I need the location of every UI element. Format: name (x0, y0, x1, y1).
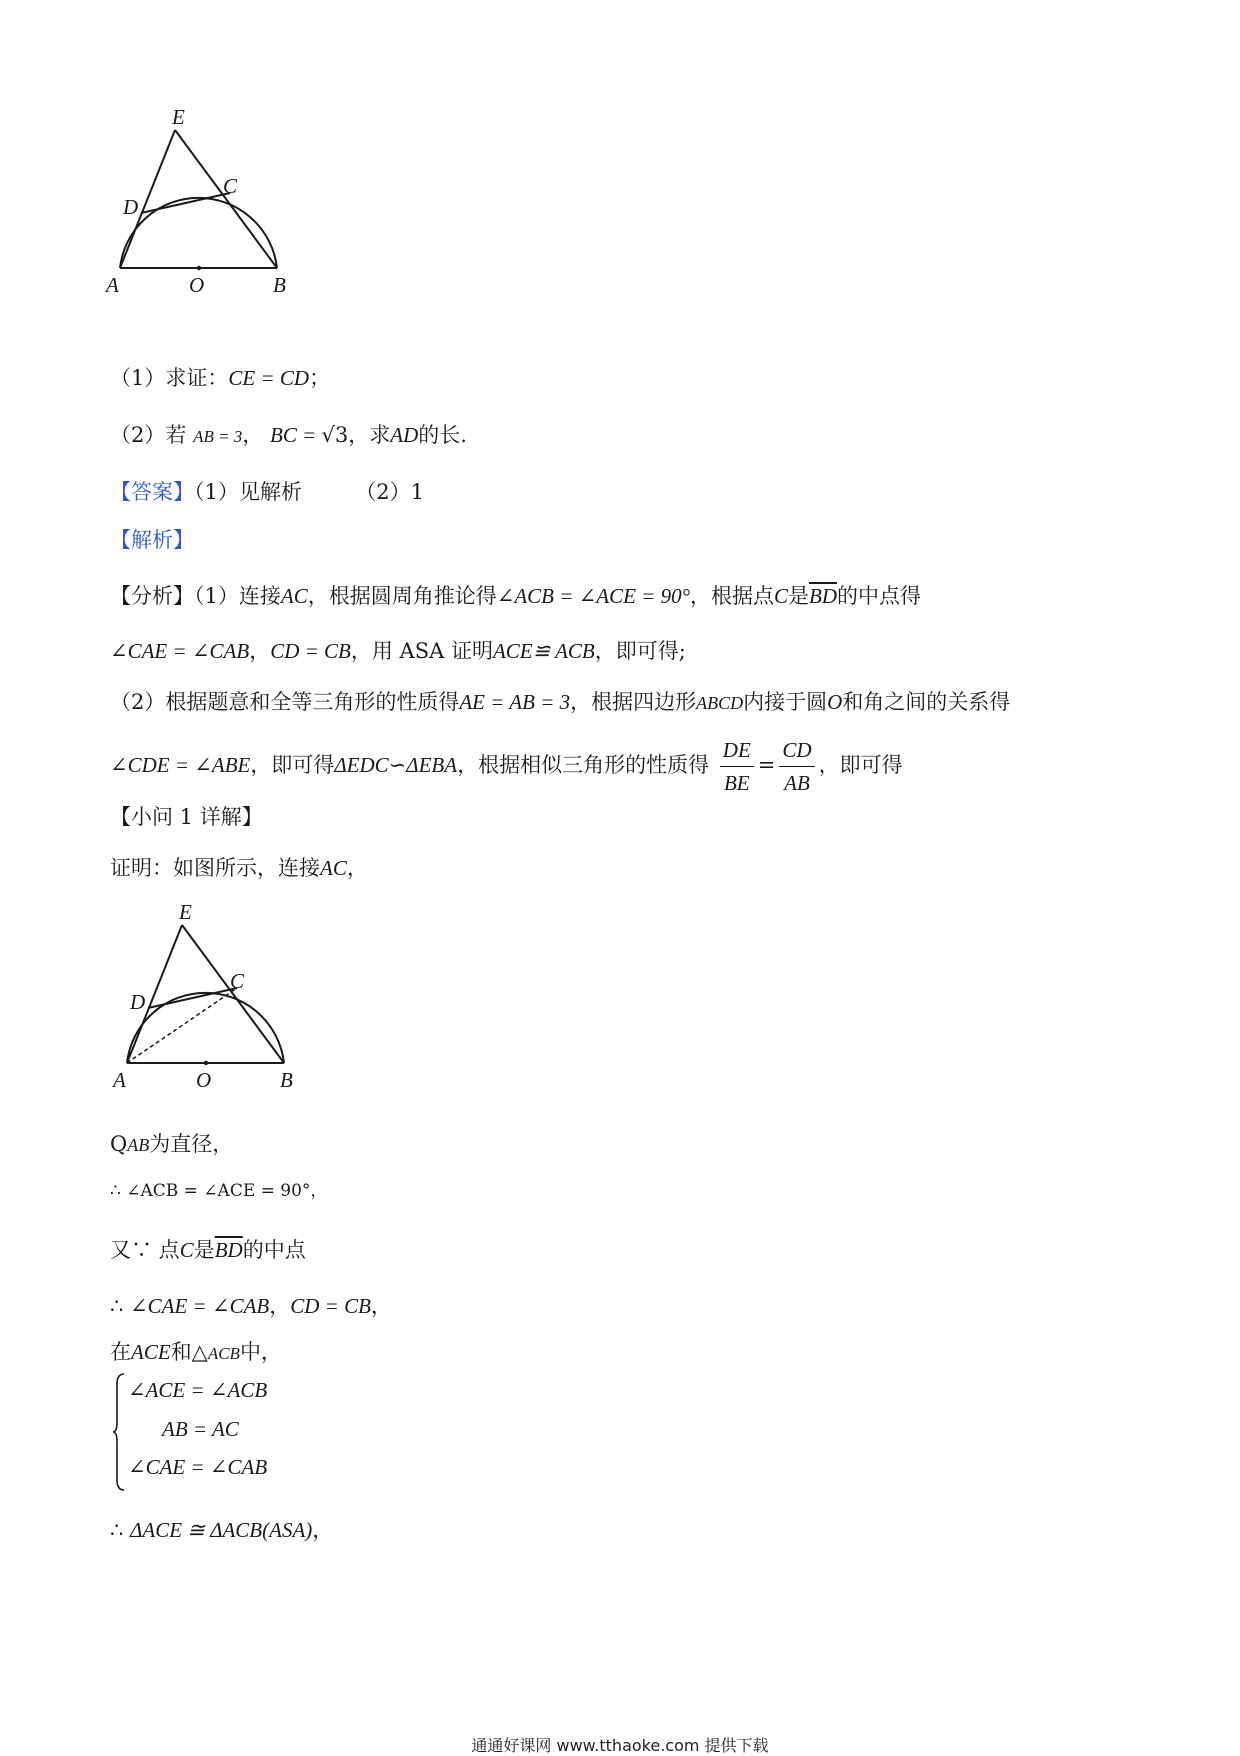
analysis-tag: 【解析】 (110, 528, 194, 552)
text: ，即可得 (818, 753, 903, 777)
detail-line-5 (110, 1292, 392, 1320)
frac-den: BE (723, 771, 750, 795)
system-eq-2: AB = AC (162, 1417, 239, 1441)
q2-math1: AB = 3 (193, 427, 243, 446)
text: 和角之间的关系得 (842, 690, 1011, 714)
text: 和△ (170, 1340, 208, 1364)
label-e: E (172, 105, 185, 129)
q1-math: CE = CD (228, 366, 310, 390)
q2-sep: ， (242, 423, 264, 447)
figure-1 (105, 105, 315, 305)
label-d: D (123, 195, 139, 219)
fenxi-tag: 【分析】 (110, 584, 194, 608)
q1-suffix: ； (309, 366, 331, 390)
label-d: D (130, 990, 146, 1014)
text: 是 (788, 584, 809, 608)
text: ， (249, 639, 271, 663)
text: ， (269, 1294, 291, 1318)
math: AB (127, 1135, 150, 1155)
q2-math2: BC = (270, 423, 322, 447)
answer-part2: （2）1 (355, 480, 424, 504)
detail-line-2 (110, 1130, 233, 1159)
text: ，即可得; (594, 639, 686, 663)
text: ， (346, 856, 368, 880)
text: ，根据相似三角形的性质得 (457, 753, 710, 777)
answer-part1: （1）见解析 (194, 480, 302, 504)
label-o: O (196, 1068, 212, 1092)
math: ∠CAE = ∠CAB (130, 1294, 270, 1318)
fenxi-line-3 (110, 688, 1010, 717)
fenxi-line-1 (110, 582, 921, 610)
text: ，根据点 (689, 584, 774, 608)
conclusion-line (110, 1516, 333, 1544)
page-footer: 通通好课网 www.tthaoke.com 提供下载 (471, 1736, 769, 1755)
q2-mid: ，求 (348, 423, 391, 447)
label-c: C (223, 174, 238, 198)
text: Q (110, 1132, 128, 1156)
frac-num: DE (720, 736, 754, 767)
q2-prefix: （2）若 (110, 423, 187, 447)
q2-math3: AD (390, 423, 419, 447)
detail-tag: 【小问 1 详解】 (110, 805, 263, 829)
text: 中， (239, 1340, 282, 1364)
text: ∴ (110, 1518, 131, 1542)
text: 的中点得 (837, 584, 921, 608)
detail-line-3: ∴ ∠ACB = ∠ACE = 90°， (110, 1181, 328, 1201)
text: 又∵ 点 (110, 1238, 180, 1262)
left-brace (113, 1372, 125, 1492)
label-a: A (106, 273, 119, 297)
math: ACE≌ ACB (492, 639, 595, 663)
equals: = (757, 753, 776, 777)
text: 为直径， (149, 1132, 234, 1156)
math: ∠CDE = ∠ABE (110, 753, 251, 777)
detail-line-4 (110, 1236, 306, 1264)
text: （2）根据题意和全等三角形的性质得 (110, 690, 460, 714)
fraction-de-be (720, 736, 754, 797)
arc-bd: $\overline{BD}$ (809, 584, 837, 608)
q2-suffix: 的长. (418, 423, 467, 447)
math: ABCD (696, 693, 744, 713)
text: ∴ (110, 1294, 131, 1318)
arc-bd: $\overline{BD}$ (214, 1238, 243, 1262)
math: AC (320, 856, 347, 880)
text: ，用 ASA 证明 (350, 639, 493, 663)
fenxi-line-4 (110, 736, 903, 797)
math: AC (280, 584, 308, 608)
text: 是 (193, 1238, 215, 1262)
text: 证明：如图所示，连接 (110, 856, 320, 880)
text: 内接于圆 (743, 690, 828, 714)
math: ΔEDC∽ΔEBA (334, 753, 458, 777)
math: ACE (131, 1340, 171, 1364)
math: CD = CB (290, 1294, 371, 1318)
math: C (773, 584, 788, 608)
system-eq-3: ∠CAE = ∠CAB (128, 1455, 268, 1479)
label-o: O (189, 273, 205, 297)
answer-line (110, 478, 424, 506)
figure-2 (112, 900, 322, 1100)
label-b: B (273, 273, 286, 297)
math: O (827, 690, 843, 714)
text: ， (312, 1518, 334, 1542)
math: AE = AB = 3 (459, 690, 571, 714)
text: ，根据四边形 (570, 690, 697, 714)
label-b: B (280, 1068, 293, 1092)
text: 的中点 (242, 1238, 306, 1262)
text: ，即可得 (250, 753, 335, 777)
math: CD = CB (270, 639, 351, 663)
label-c: C (230, 969, 245, 993)
question-1 (110, 364, 330, 392)
system-eq-1: ∠ACE = ∠ACB (128, 1378, 268, 1402)
text: ，根据圆周角推论得 (307, 584, 497, 608)
math: ACB (207, 1344, 240, 1363)
detail-line-1 (110, 854, 368, 882)
text: （1）连接 (194, 584, 281, 608)
answer-tag: 【答案】 (110, 480, 194, 504)
label-e: E (179, 900, 192, 924)
math: ∠ACB = ∠ACE = 90° (496, 584, 690, 608)
frac-num: CD (779, 736, 814, 767)
math: C (179, 1238, 194, 1262)
text: ， (370, 1294, 392, 1318)
math: ΔACE ≅ ΔACB(ASA) (130, 1518, 313, 1542)
math: ∠CAE = ∠CAB (110, 639, 250, 663)
fraction-cd-ab (779, 736, 814, 797)
label-a: A (113, 1068, 126, 1092)
fenxi-line-2 (110, 637, 686, 665)
question-2 (110, 421, 467, 451)
detail-line-6 (110, 1338, 282, 1368)
text: 在 (110, 1340, 131, 1364)
q1-prefix: （1）求证： (110, 366, 229, 390)
frac-den: AB (784, 771, 810, 795)
q2-sqrt: √3 (321, 423, 349, 447)
